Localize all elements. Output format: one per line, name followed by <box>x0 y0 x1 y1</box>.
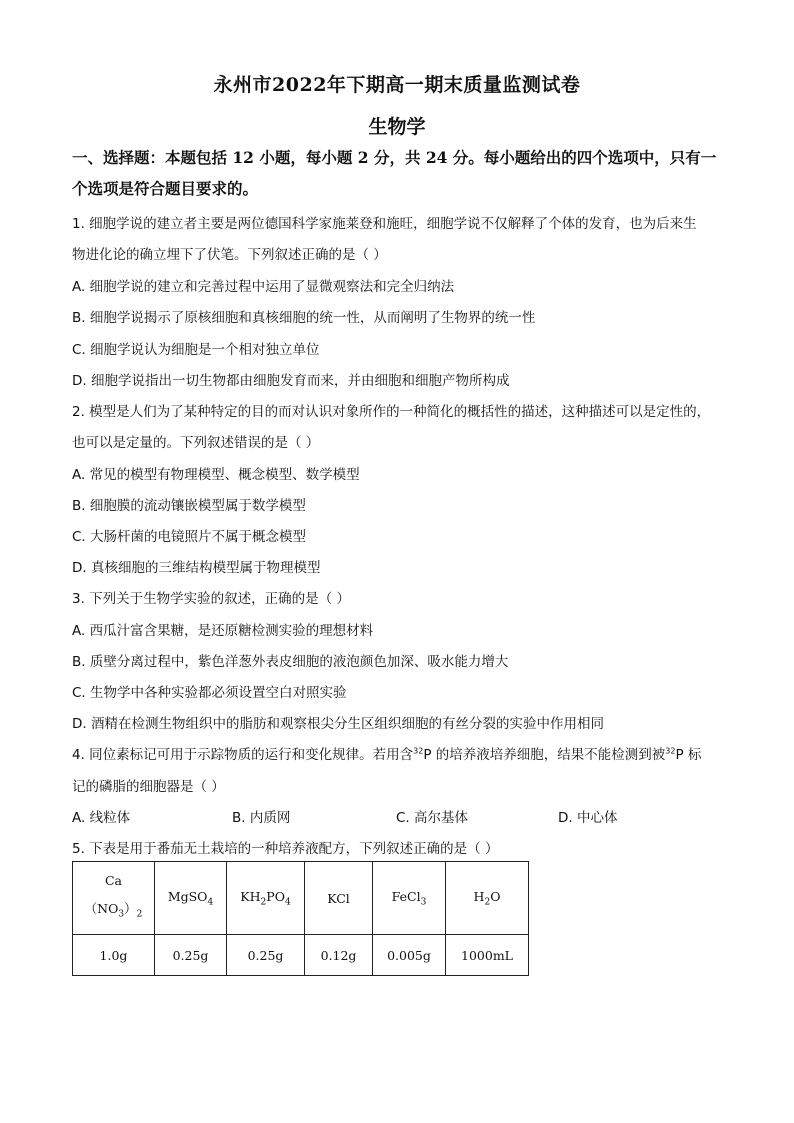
q2-option-a: A. 常见的模型有物理模型、概念模型、数学模型 <box>72 467 360 483</box>
table-header-row <box>73 862 529 935</box>
header-calcium-nitrate-line2: $(NO_3)_2$ <box>84 901 143 920</box>
q3-option-c: C. 生物学中各种实验都必须设置空白对照实验 <box>72 685 347 701</box>
value-calcium-nitrate: 1.0g <box>73 935 155 976</box>
q1-option-b: B. 细胞学说揭示了原核细胞和真核细胞的统一性，从而阐明了生物界的统一性 <box>72 310 536 326</box>
q4-stem-line1 <box>72 743 732 763</box>
table-row <box>73 935 529 976</box>
q3-option-a: A. 西瓜汁富含果糖，是还原糖检测实验的理想材料 <box>72 623 374 639</box>
q4-option-d: D. 中心体 <box>558 810 618 826</box>
section-heading <box>72 142 732 204</box>
q1-option-d: D. 细胞学说指出一切生物都由细胞发育而来，并由细胞和细胞产物所构成 <box>72 373 510 389</box>
value-magnesium-sulfate: 0.25g <box>155 935 227 976</box>
q2-stem-line2: 也可以是定量的。下列叙述错误的是（ ） <box>72 435 320 451</box>
value-water: 1000mL <box>446 935 529 976</box>
q3-stem: 3. 下列关于生物学实验的叙述，正确的是（ ） <box>72 591 350 607</box>
q1-option-c: C. 细胞学说认为细胞是一个相对独立单位 <box>72 342 320 358</box>
section-heading-line2: 个选项是符合题目要求的。 <box>72 179 259 198</box>
header-calcium-nitrate-line1: Ca <box>104 873 123 889</box>
header-water: $H_2O$ <box>446 862 529 935</box>
q4-option-a: A. 线粒体 <box>72 810 131 826</box>
q4-options <box>72 806 732 826</box>
header-magnesium-sulfate: MgSO$_4$ <box>155 862 227 935</box>
q4-stem-part-a: 4. 同位素标记可用于示踪物质的运行和变化规律。若用含 <box>72 747 414 763</box>
q3-option-b: B. 质壁分离过程中，紫色洋葱外表皮细胞的液泡颜色加深、吸水能力增大 <box>72 654 509 670</box>
value-potassium-phosphate: 0.25g <box>227 935 305 976</box>
q1-option-a: A. 细胞学说的建立和完善过程中运用了显微观察法和完全归纳法 <box>72 279 455 295</box>
q4-stem-part-c: P 标 <box>675 747 702 763</box>
section-heading-line1: 一、选择题：本题包括 12 小题，每小题 2 分，共 24 分。每小题给出的四个选项中，只有一 <box>72 148 717 167</box>
header-ferric-chloride: FeCl$_3$ <box>373 862 446 935</box>
value-potassium-chloride: 0.12g <box>305 935 373 976</box>
q3-option-d: D. 酒精在检测生物组织中的脂肪和观察根尖分生区组织细胞的有丝分裂的实验中作用相同 <box>72 716 604 732</box>
q4-isotope-mass-1: 32 <box>413 746 424 756</box>
value-ferric-chloride: 0.005g <box>373 935 446 976</box>
q4-isotope-mass-2: 32 <box>665 746 676 756</box>
header-calcium-nitrate <box>73 862 155 935</box>
q2-option-b: B. 细胞膜的流动镶嵌模型属于数学模型 <box>72 498 306 514</box>
q4-stem-line2: 记的磷脂的细胞器是（ ） <box>72 779 225 795</box>
exam-title: 永州市2022年下期高一期末质量监测试卷 <box>213 74 581 96</box>
header-potassium-phosphate: $KH_2PO_4$ <box>227 862 305 935</box>
q1-stem-line2: 物进化论的确立埋下了伏笔。下列叙述正确的是（ ） <box>72 247 387 263</box>
q4-stem-part-b: P 的培养液培养细胞，结果不能检测到被 <box>423 747 666 763</box>
nutrient-solution-table <box>72 861 529 976</box>
q5-stem: 5. 下表是用于番茄无土栽培的一种培养液配方，下列叙述正确的是（ ） <box>72 841 499 857</box>
q4-option-b: B. 内质网 <box>232 810 291 826</box>
q2-stem-line1: 2. 模型是人们为了某种特定的目的而对认识对象所作的一种简化的概括性的描述，这种描述可以是定性的， <box>72 404 711 420</box>
header-potassium-chloride: KCl <box>305 862 373 935</box>
q2-option-d: D. 真核细胞的三维结构模型属于物理模型 <box>72 560 321 576</box>
q4-option-c: C. 高尔基体 <box>396 810 469 826</box>
q1-stem-line1: 1. 细胞学说的建立者主要是两位德国科学家施莱登和施旺，细胞学说不仅解释了个体的发育，也为后来生 <box>72 216 697 232</box>
q2-option-c: C. 大肠杆菌的电镜照片不属于概念模型 <box>72 529 307 545</box>
exam-subject: 生物学 <box>368 116 426 138</box>
